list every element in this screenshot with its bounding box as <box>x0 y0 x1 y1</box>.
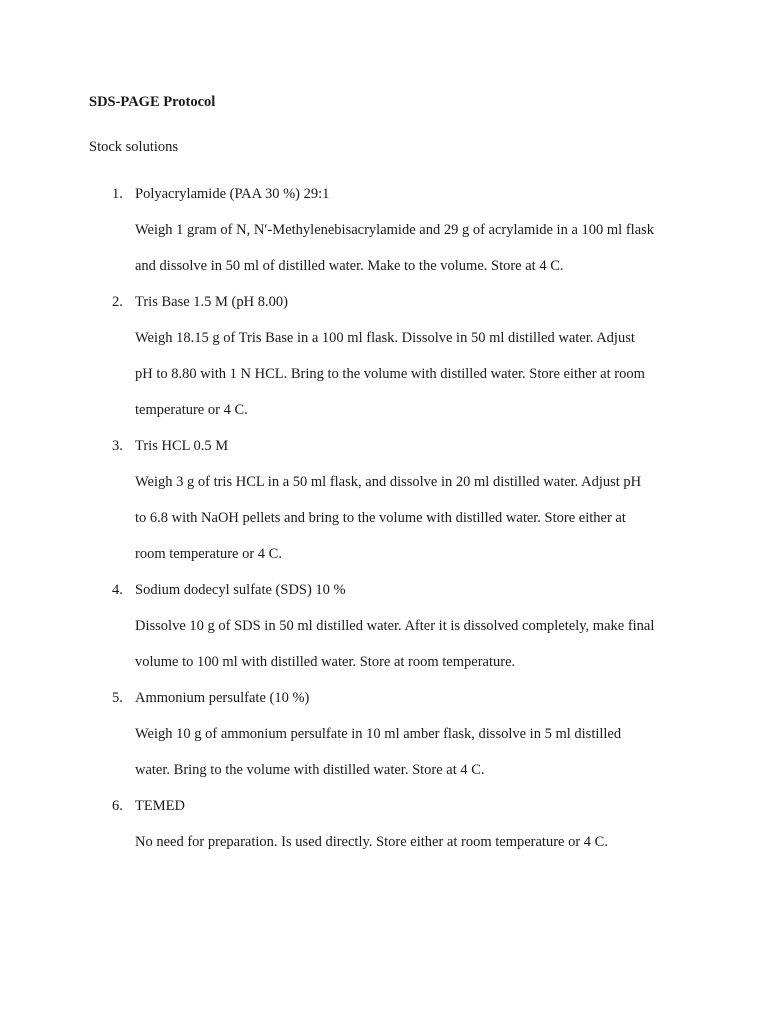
description-line: Dissolve 10 g of SDS in 50 ml distilled water. After it is dissolved completely, make final <box>135 618 655 634</box>
list-item-number: 2. <box>112 294 123 310</box>
list-item-number: 4. <box>112 582 123 598</box>
list-item <box>0 292 768 436</box>
description-line: temperature or 4 C. <box>135 402 248 418</box>
description-line: Weigh 3 g of tris HCL in a 50 ml flask, and dissolve in 20 ml distilled water. Adjust pH <box>135 474 642 490</box>
list-item-number: 6. <box>112 798 123 814</box>
list-item-name: Tris Base 1.5 M (pH 8.00) <box>135 294 288 310</box>
list-item-name: TEMED <box>135 798 185 814</box>
description-line: Weigh 10 g of ammonium persulfate in 10 ml amber flask, dissolve in 5 ml distilled <box>135 726 622 742</box>
list-item-description <box>0 832 695 868</box>
stock-solution-list <box>0 184 768 868</box>
list-item-number: 1. <box>112 186 123 202</box>
description-line: volume to 100 ml with distilled water. Store at room temperature. <box>135 654 516 670</box>
list-item <box>0 184 768 292</box>
description-line: Weigh 18.15 g of Tris Base in a 100 ml flask. Dissolve in 50 ml distilled water. Adjust <box>135 330 635 346</box>
description-line: room temperature or 4 C. <box>135 546 282 562</box>
description-line: water. Bring to the volume with distilled water. Store at 4 C. <box>135 762 485 778</box>
section-heading: Stock solutions <box>89 139 179 155</box>
list-item-number: 5. <box>112 690 123 706</box>
description-line: and dissolve in 50 ml of distilled water. Make to the volume. Store at 4 C. <box>135 258 564 274</box>
list-item-name: Ammonium persulfate (10 %) <box>135 690 310 706</box>
list-item-name: Sodium dodecyl sulfate (SDS) 10 % <box>135 582 346 598</box>
list-item-name: Tris HCL 0.5 M <box>135 438 229 454</box>
list-item <box>0 688 768 796</box>
list-item-heading <box>0 292 768 328</box>
description-line: No need for preparation. Is used directly. Store either at room temperature or 4 C. <box>135 834 608 850</box>
description-line: Weigh 1 gram of N, N′-Methylenebisacrylamide and 29 g of acrylamide in a 100 ml flask <box>135 222 655 238</box>
list-item-heading <box>0 436 768 472</box>
list-item-description <box>0 472 695 580</box>
description-line: pH to 8.80 with 1 N HCL. Bring to the volume with distilled water. Store either at room <box>135 366 645 382</box>
list-item-heading <box>0 580 768 616</box>
list-item-description <box>0 616 695 688</box>
list-item-description <box>0 724 695 796</box>
page-title: SDS-PAGE Protocol <box>89 94 216 110</box>
list-item-name: Polyacrylamide (PAA 30 %) 29:1 <box>135 186 330 202</box>
list-item-description <box>0 328 695 436</box>
description-line: to 6.8 with NaOH pellets and bring to the volume with distilled water. Store either at <box>135 510 626 526</box>
list-item <box>0 796 768 868</box>
list-item-heading <box>0 796 768 832</box>
list-item <box>0 436 768 580</box>
list-item <box>0 580 768 688</box>
list-item-description <box>0 220 695 292</box>
list-item-number: 3. <box>112 438 123 454</box>
list-item-heading <box>0 184 768 220</box>
list-item-heading <box>0 688 768 724</box>
